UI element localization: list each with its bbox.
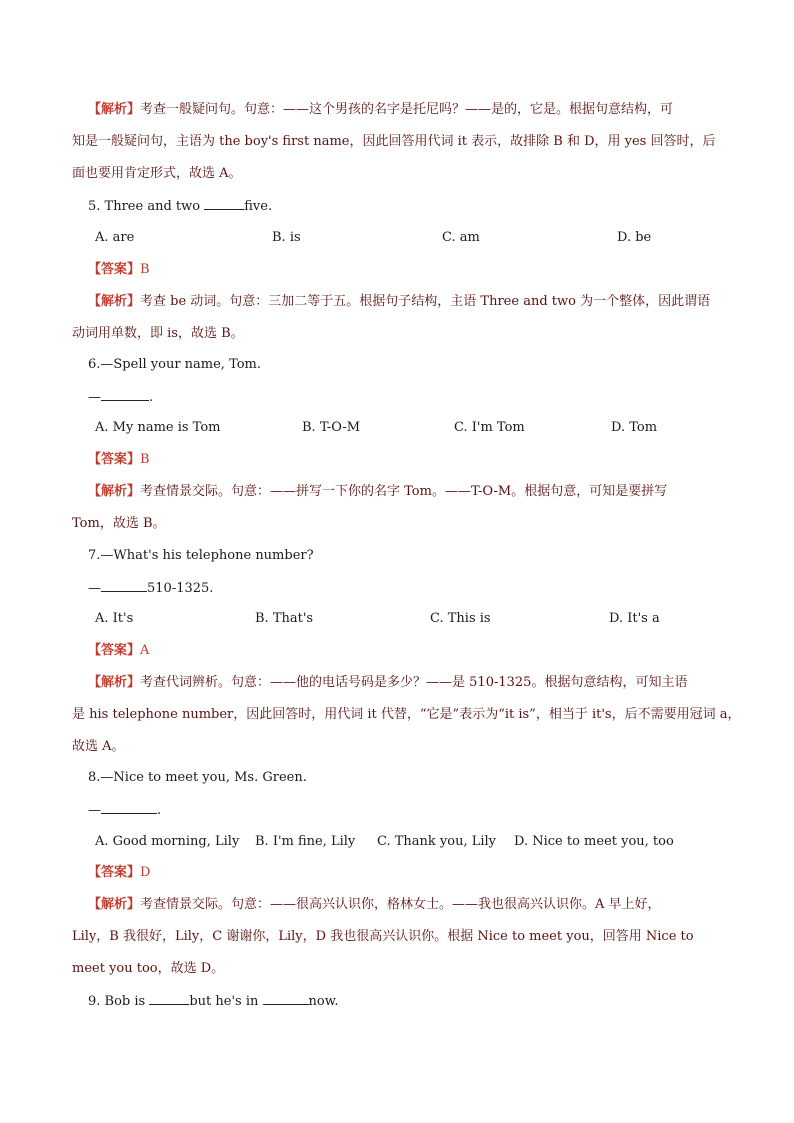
option-5-c[interactable]: C. am: [442, 230, 480, 245]
reply-7: — 510-1325.: [88, 581, 214, 596]
option-7-a[interactable]: A. It's: [95, 611, 134, 626]
answer-6: 【答案】B: [88, 452, 150, 467]
reply-8: — .: [88, 803, 162, 818]
answer-blank[interactable]: [263, 992, 309, 1005]
option-8-c[interactable]: C. Thank you, Lily: [377, 834, 497, 849]
question-8: 8.—Nice to meet you, Ms. Green.: [88, 770, 307, 785]
analysis-4-line-2: 知是一般疑问句，主语为 the boy's first name，因此回答用代词 it 表示，故排除 B 和 D，用 yes 回答时，后: [72, 134, 716, 149]
answer-blank[interactable]: [101, 801, 157, 814]
option-6-d[interactable]: D. Tom: [611, 420, 658, 435]
option-8-b[interactable]: B. I'm fine, Lily: [255, 834, 356, 849]
answer-5: 【答案】B: [88, 262, 150, 277]
answer-7: 【答案】A: [88, 643, 150, 658]
answer-8: 【答案】D: [88, 865, 151, 880]
analysis-7-line-2: 是 his telephone number，因此回答时，用代词 it 代替，“它是”表示为“it is”，相当于 it's，后不需要用冠词 a，: [72, 707, 741, 722]
question-7: 7.—What's his telephone number?: [88, 548, 314, 563]
analysis-8-line-3: meet you too，故选 D。: [72, 961, 225, 976]
option-7-b[interactable]: B. That's: [255, 611, 314, 626]
option-6-c[interactable]: C. I'm Tom: [454, 420, 525, 435]
answer-blank[interactable]: [101, 579, 147, 592]
analysis-4-line-3: 面也要用肯定形式，故选 A。: [72, 166, 242, 181]
question-9: 9. Bob is but he's in now.: [88, 994, 339, 1009]
answer-blank[interactable]: [204, 197, 244, 210]
analysis-5: 【解析】考查 be 动词。句意：三加二等于五。根据句子结构，主语 Three and two 为一个整体，因此谓语: [88, 294, 711, 309]
option-7-d[interactable]: D. It's a: [609, 611, 660, 626]
reply-6: — .: [88, 390, 154, 405]
analysis-7-line-3: 故选 A。: [72, 739, 125, 754]
analysis-8-line-2: Lily，B 我很好，Lily，C 谢谢你，Lily，D 我也很高兴认识你。根据 Nice to meet you，回答用 Nice to: [72, 929, 694, 944]
analysis-5-line-2: 动词用单数，即 is，故选 B。: [72, 326, 244, 341]
analysis-6-line-2: Tom，故选 B。: [72, 516, 166, 531]
option-6-b[interactable]: B. T-O-M: [302, 420, 361, 435]
analysis-4: 【解析】考查一般疑问句。句意：——这个男孩的名字是托尼吗？——是的，它是。根据句意结构，可: [88, 102, 674, 117]
option-8-d[interactable]: D. Nice to meet you, too: [514, 834, 674, 849]
answer-blank[interactable]: [101, 388, 149, 401]
option-5-b[interactable]: B. is: [272, 230, 301, 245]
option-7-c[interactable]: C. This is: [430, 611, 491, 626]
answer-blank[interactable]: [149, 992, 189, 1005]
option-6-a[interactable]: A. My name is Tom: [95, 420, 221, 435]
analysis-6: 【解析】考查情景交际。句意：——拼写一下你的名字 Tom。——T-O-M。根据句意，可知是要拼写: [88, 484, 668, 499]
option-8-a[interactable]: A. Good morning, Lily: [95, 834, 240, 849]
question-5: 5. Three and two five.: [88, 199, 273, 214]
option-5-a[interactable]: A. are: [95, 230, 135, 245]
question-6: 6.—Spell your name, Tom.: [88, 357, 262, 372]
option-5-d[interactable]: D. be: [617, 230, 652, 245]
analysis-7: 【解析】考查代词辨析。句意：——他的电话号码是多少？——是 510-1325。根据句意结构，可知主语: [88, 675, 688, 690]
analysis-8: 【解析】考查情景交际。句意：——很高兴认识你，格林女士。——我也很高兴认识你。A 早上好，: [88, 897, 661, 912]
